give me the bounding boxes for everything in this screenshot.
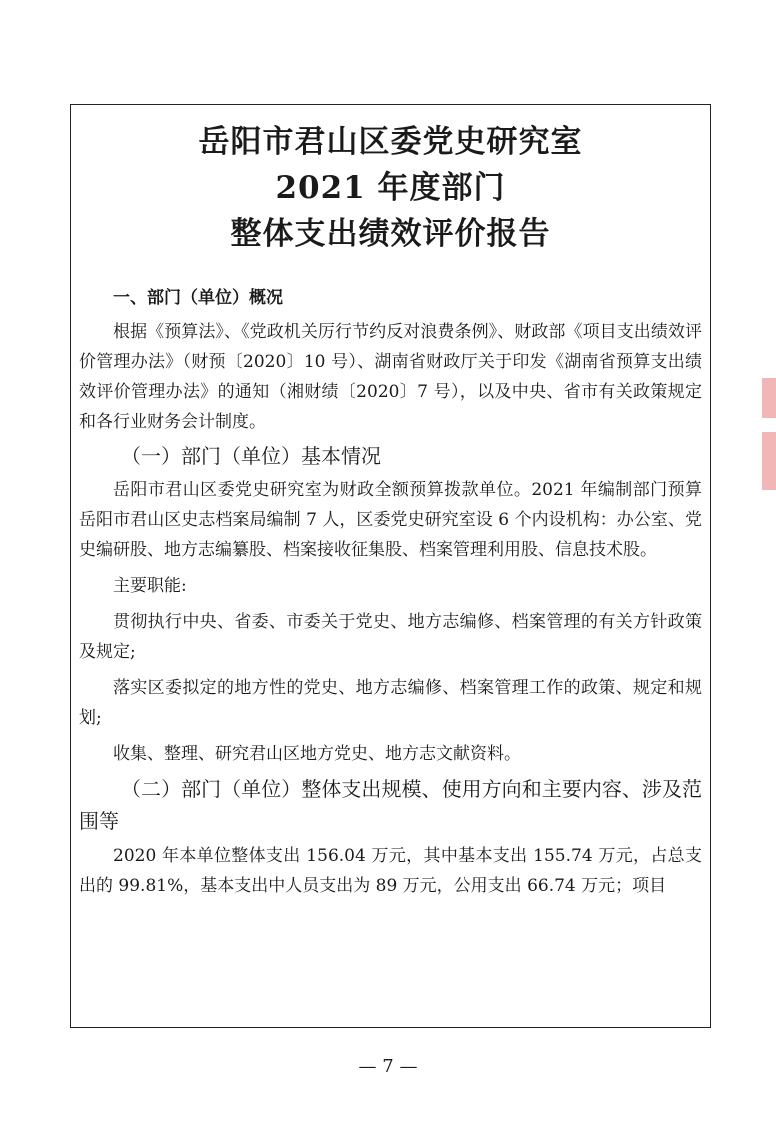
title-line-2: 2021 年度部门 bbox=[275, 170, 506, 206]
section-heading: 一、部门（单位）概况 bbox=[113, 288, 283, 308]
intro-paragraph: 根据《预算法》、《党政机关厉行节约反对浪费条例》、财政部《项目支出绩效评价管理办法》（财预〔2020〕10 号）、湖南省财政厅关于印发《湖南省预算支出绩效评价管理办法》的通知（湘财绩〔2020〕7 号），以及中央、省市有关政策规定和各行业财务会计制度。 bbox=[79, 322, 702, 432]
duties-label: 主要职能: bbox=[113, 576, 187, 596]
seal-stamp-fragment bbox=[762, 378, 776, 418]
duty-item-2: 落实区委拟定的地方性的党史、地方志编修、档案管理工作的政策、规定和规划; bbox=[79, 678, 702, 728]
seal-stamp-fragment-lower bbox=[762, 432, 776, 490]
duty-item-3: 收集、整理、研究君山区地方党史、地方志文献资料。 bbox=[113, 744, 521, 764]
title-line-1: 岳阳市君山区委党史研究室 bbox=[198, 124, 583, 160]
subsection-1-heading: （一）部门（单位）基本情况 bbox=[121, 444, 381, 468]
document-frame bbox=[70, 104, 711, 1028]
subsection-2-text: 2020 年本单位整体支出 156.04 万元，其中基本支出 155.74 万元，占总支出的 99.81%，基本支出中人员支出为 89 万元，公用支出 66.74 万元；项目 bbox=[79, 846, 702, 896]
subsection-1-text: 岳阳市君山区委党史研究室为财政全额预算拨款单位。2021 年编制部门预算岳阳市君山区史志档案局编制 7 人，区委党史研究室设 6 个内设机构：办公室、党史编研股、地方志编纂股、档案接收征集股、档案管理利用股、信息技术股。 bbox=[79, 480, 702, 560]
title-line-3: 整体支出绩效评价报告 bbox=[230, 216, 551, 252]
duty-item-1: 贯彻执行中央、省委、市委关于党史、地方志编修、档案管理的有关方针政策及规定; bbox=[79, 612, 702, 662]
subsection-2-heading: （二）部门（单位）整体支出规模、使用方向和主要内容、涉及范围等 bbox=[79, 777, 702, 833]
page-number: — 7 — bbox=[358, 1056, 418, 1077]
